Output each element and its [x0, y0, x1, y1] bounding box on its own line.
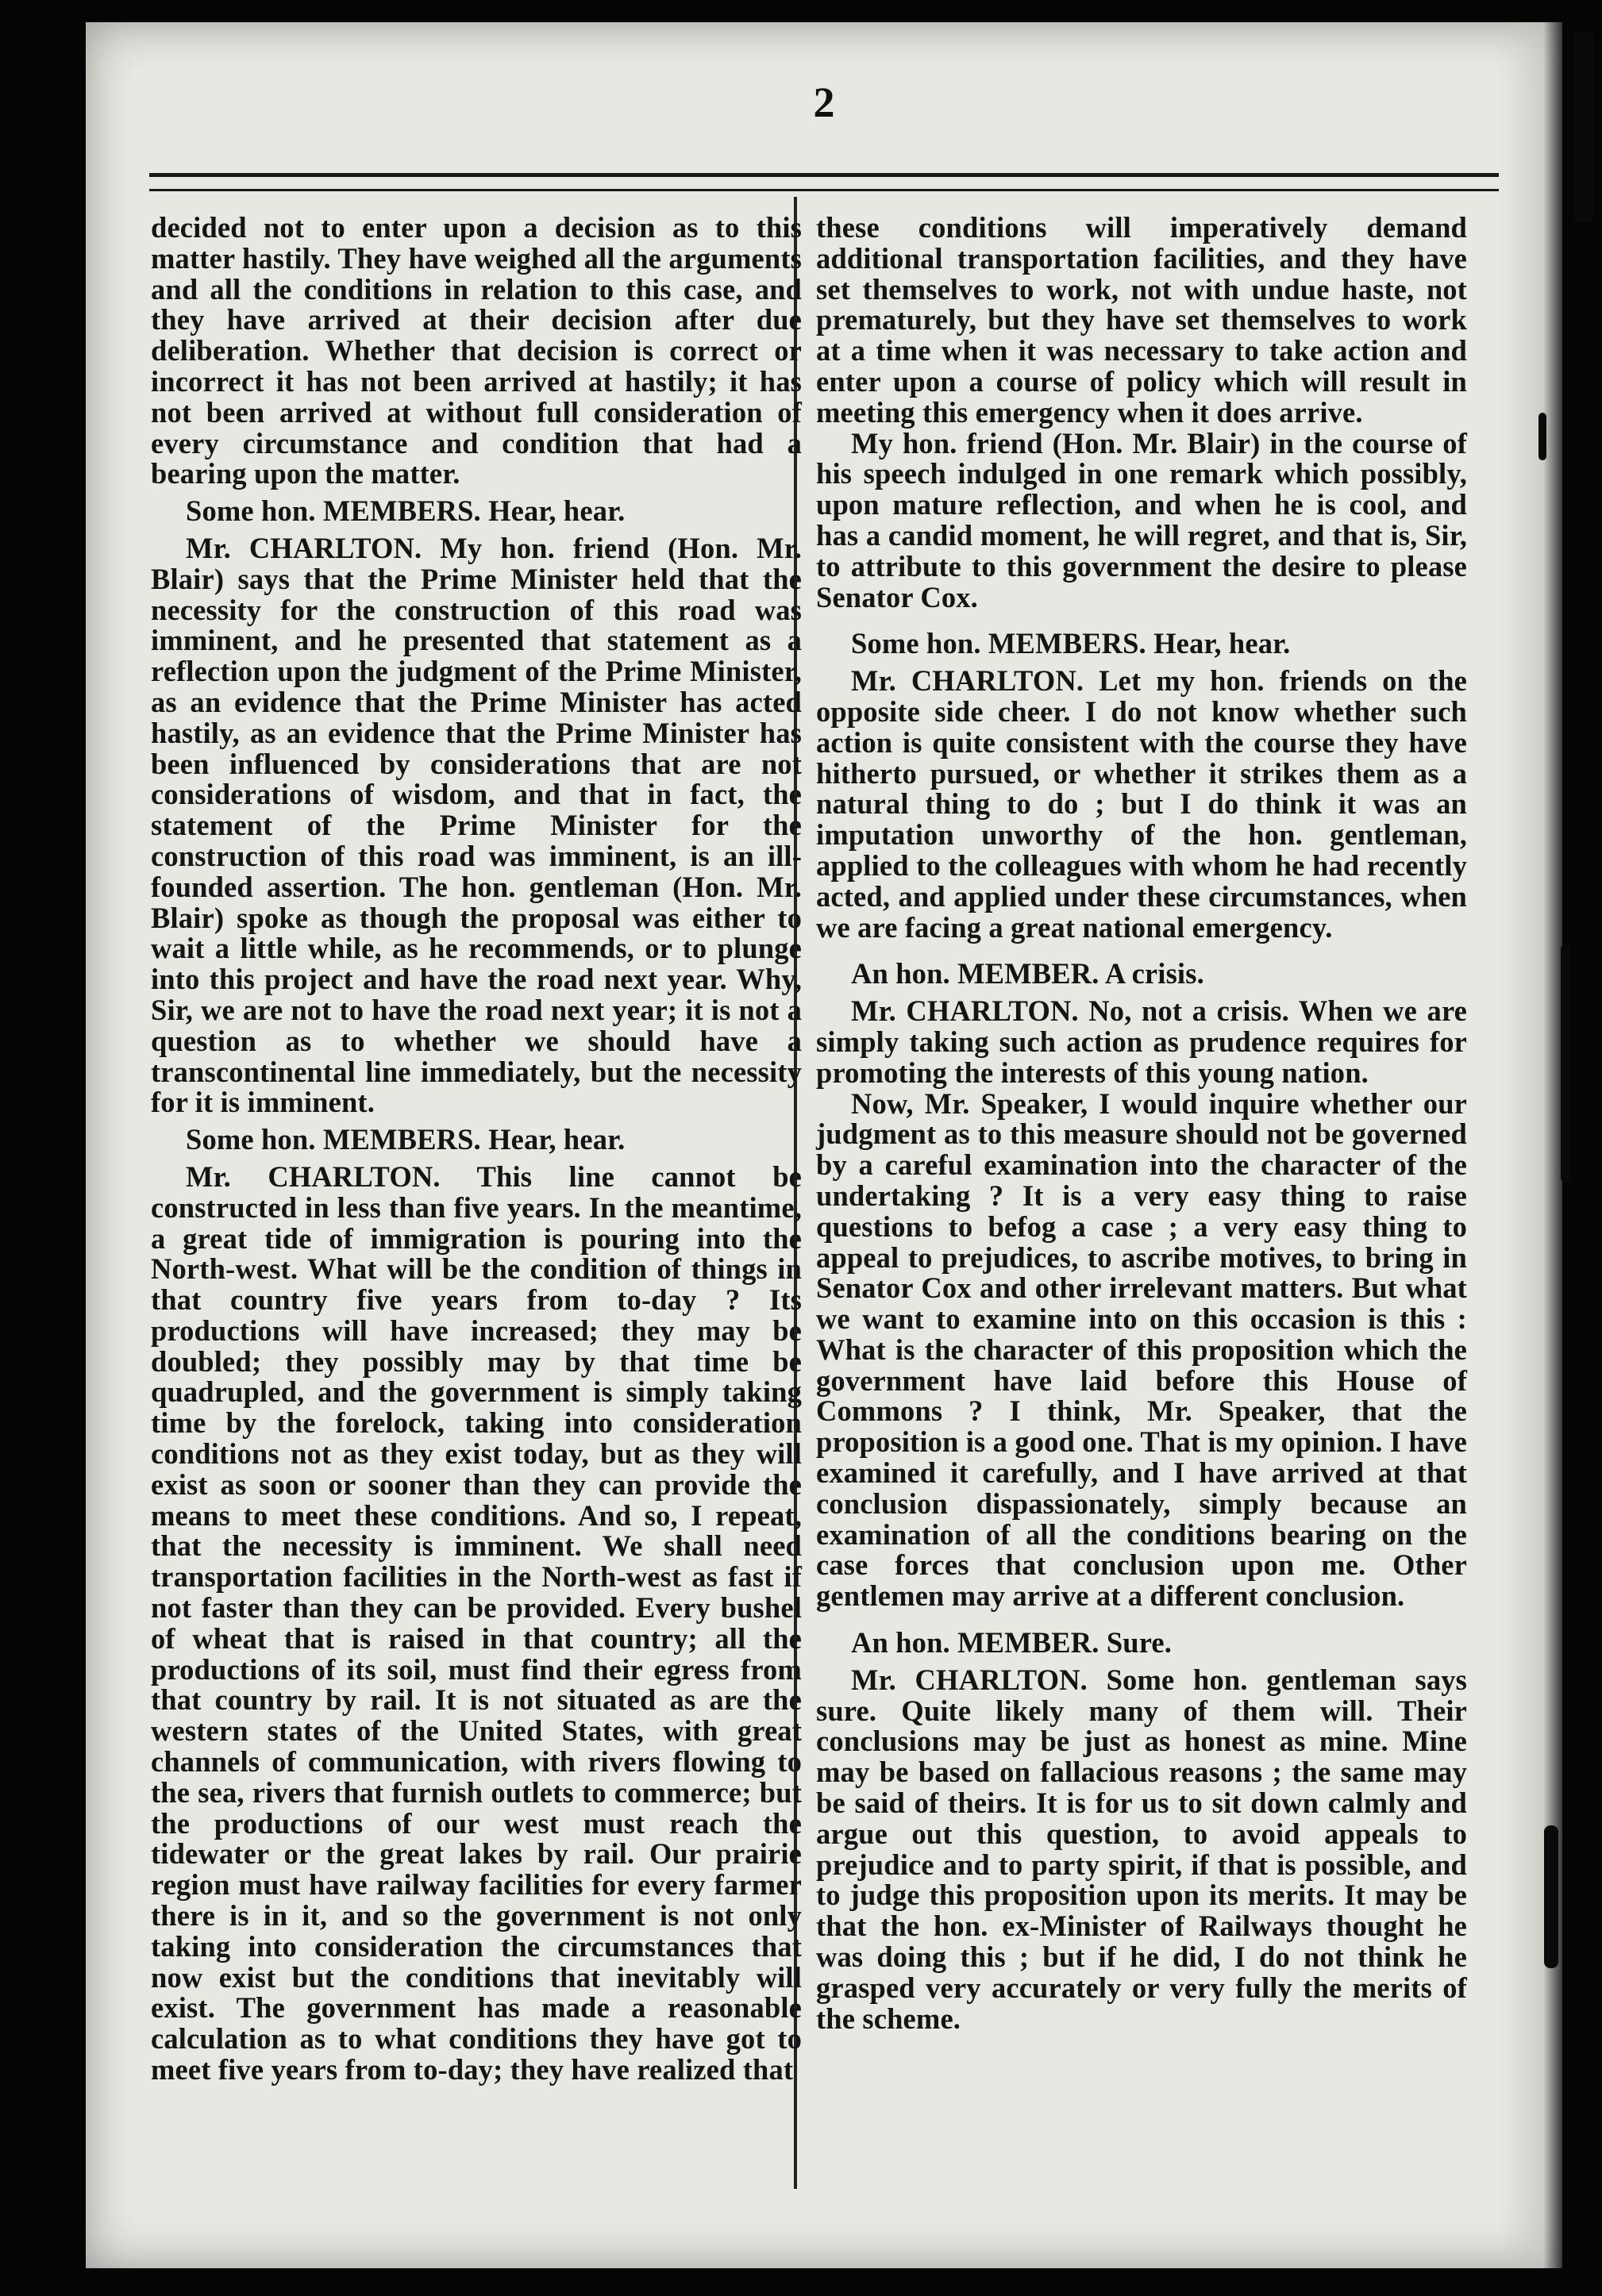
interjection: Some hon. MEMBERS. Hear, hear.	[186, 1123, 626, 1156]
paragraph: Mr. CHARLTON. This line cannot be constructed in less than five years. In the meantime, a great tide of immigration is pouring into the North-west. What will be the condition of things in that country five years from to-day ? Its productions will have increased; they may be doubled; they possibly may by that time be quadrupled, and the government is simply taking time by the forelock, taking into consideration conditions not as they exist today, but as they will exist as soon or sooner than they can provide the means to meet these conditions. And so, I repeat, that the necessity is imminent. We shall need transportation facilities in the North-west as fast if not faster than they can be provided. Every bushel of wheat that is raised in that country; all the productions of its soil, must find their egress from that country by rail. It is not situated as are the western states of the United States, with great channels of communication, with rivers flowing to the sea, rivers that furnish outlets to commerce; but the productions of our west must reach the tidewater or the great lakes by rail. Our prairie region must have railway facilities for every farmer there is in it, and so the government is not only taking into consideration the circumstances that now exist but the conditions that inevitably will exist. The government has made a reasonable calculation as to what conditions they have got to meet five years from to-day; they have realized that	[151, 1160, 802, 2086]
interjection: Some hon. MEMBERS. Hear, hear.	[851, 627, 1291, 660]
interjection: An hon. MEMBER. A crisis.	[851, 957, 1204, 990]
paragraph: Now, Mr. Speaker, I would inquire whether our judgment as to this measure should not be governed by a careful examination into the character of the undertaking ? It is a very easy thing to raise questions to befog a case ; a very easy thing to appeal to prejudices, to ascribe motives, to bring in Senator Cox and other irrelevant matters. But what we want to examine into on this occasion is this : What is the character of this proposition which the government have laid before this House of Commons ? I think, Mr. Speaker, that the proposition is a good one. That is my opinion. I have examined it carefully, and I have arrived at that conclusion dispassionately, simply because an examination of all the conditions bearing on the case forces that conclusion upon me. Other gentlemen may arrive at a different conclusion.	[816, 1086, 1467, 1613]
interjection: Some hon. MEMBERS. Hear, hear.	[186, 494, 626, 528]
paragraph: Mr. CHARLTON. Some hon. gentleman says sure. Quite likely many of them will. Their conclusions may be just as honest as mine. Mine may be based on fallacious reasons ; the same may be said of theirs. It is for us to sit down calmly and argue out this question, to avoid appeals to prejudice and to party spirit, if that is possible, and to judge this proposition upon its merits. It may be that the hon. ex-Minister of Railways thought he was doing this ; but if he did, I do not think he grasped very accurately or very fully the merits of the scheme.	[816, 1663, 1467, 2035]
scan-border-mark	[1538, 413, 1546, 460]
right-column	[816, 213, 1467, 2034]
interjection: An hon. MEMBER. Sure.	[851, 1626, 1173, 1660]
paragraph: Mr. CHARLTON. My hon. friend (Hon. Mr. Blair) says that the Prime Minister held that the necessity for the construction of this road was imminent, and he presented that statement as a reflection upon the judgment of the Prime Minister, as an evidence that the Prime Minister has acted hastily, as an evidence that the Prime Minister has been influenced by considerations that are not considerations of wisdom, and that in fact, the statement of the Prime Minister for the construction of this road was imminent, is an ill-founded assertion. The hon. gentleman (Hon. Mr. Blair) spoke as though the proposal was either to wait a little while, as he recommends, or to plunge into this project and have the road next year. Why, Sir, we are not to have the road next year; it is not a question as to whether we should have a transcontinental line immediately, but the necessity for it is imminent.	[151, 531, 802, 1119]
header-rule	[149, 173, 1499, 177]
paragraph: Mr. CHARLTON. Let my hon. friends on the opposite side cheer. I do not know whether such action is quite consistent with the course they have hitherto pursued, or whether it strikes them as a natural thing to do ; but I do think it was an imputation unworthy of the hon. gentleman, applied to the colleagues with whom he had recently acted, and applied under these circumstances, when we are facing a great national emergency.	[816, 664, 1467, 944]
paragraph: Mr. CHARLTON. No, not a crisis. When we are simply taking such action as prudence requires for promoting the interests of this young nation.	[816, 994, 1467, 1089]
left-column	[151, 213, 802, 2086]
header-rule-secondary	[149, 189, 1499, 191]
scan-border-mark	[1544, 1825, 1558, 1968]
paragraph: these conditions will imperatively demand additional transportation facilities, and they have set themselves to work, not with undue haste, not prematurely, but they have set themselves to work at a time when it was necessary to take action and enter upon a course of policy which will result in meeting this emergency when it does arrive.	[816, 211, 1467, 429]
paragraph: My hon. friend (Hon. Mr. Blair) in the course of his speech indulged in one remark which possibly, upon mature reflection, and when he is cool, and has a candid moment, he will regret, and that is, Sir, to attribute to this government the desire to please Senator Cox.	[816, 426, 1467, 613]
page-number: 2	[813, 79, 835, 126]
paragraph: decided not to enter upon a decision as to this matter hastily. They have weighed all the arguments and all the conditions in relation to this case, and they have arrived at their decision after due deliberation. Whether that decision is correct or incorrect it has not been arrived at hastily; it has not been arrived at without full consideration of every circumstance and condition that had a bearing upon the matter.	[151, 211, 802, 490]
newspaper-page	[86, 22, 1562, 2268]
scan-border-mark	[1561, 944, 1570, 1183]
scan-border-mark	[1573, 32, 1594, 222]
